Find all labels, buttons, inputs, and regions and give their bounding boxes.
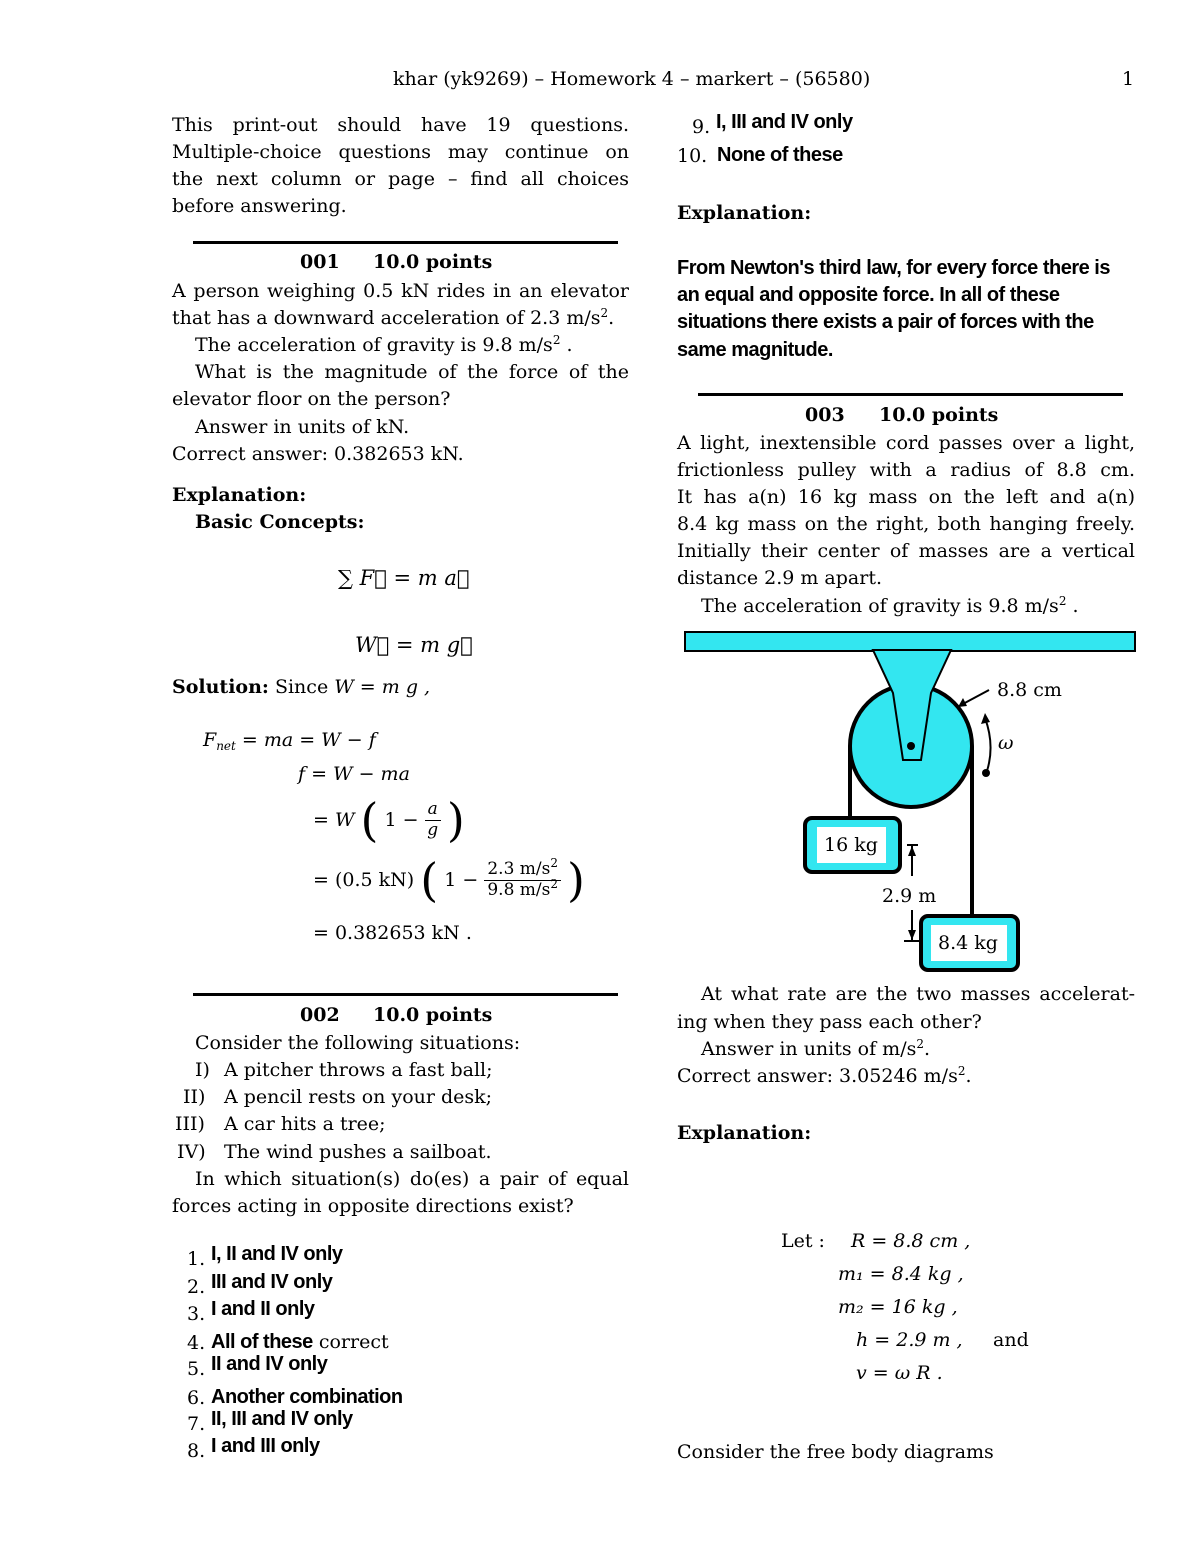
arrow-down-icon bbox=[908, 930, 916, 940]
q002-explanation: an equal and opposite force. In all of these bbox=[677, 284, 1060, 306]
explanation-label: Explanation: bbox=[677, 202, 812, 224]
situation-label: IV) bbox=[177, 1141, 206, 1163]
correct-answer: Correct answer: 3.05246 $m/s^2$. bbox=[677, 1064, 972, 1087]
q002-question: forces acting in opposite directions exist? bbox=[172, 1195, 574, 1217]
intro-line: the next column or page – find all choices bbox=[172, 168, 629, 190]
derivation-numeric: = (0.5 kN) ( 1 − $\frac{2.3 m/s^2}{9.8 m/s^2}$ ) bbox=[313, 853, 585, 907]
right-mass-label: 8.4 kg bbox=[938, 932, 998, 954]
let-label: Let : bbox=[781, 1230, 825, 1252]
question-points: 10.0 points bbox=[373, 1004, 493, 1026]
choice-option[interactable]: II, III and IV only bbox=[211, 1408, 353, 1430]
choice-number: 9. bbox=[692, 116, 711, 138]
situation-label: I) bbox=[195, 1059, 210, 1081]
q002-prompt: Consider the following situations: bbox=[195, 1032, 521, 1054]
intro-line: Multiple-choice questions may continue on bbox=[172, 141, 629, 163]
q002-explanation: same magnitude. bbox=[677, 339, 833, 361]
correct-answer: Correct answer: 0.382653 kN. bbox=[172, 443, 464, 465]
question-number: 002 bbox=[300, 1004, 340, 1026]
choice-option[interactable]: I, III and IV only bbox=[716, 111, 853, 133]
q003-text: A light, inextensible cord passes over a light, bbox=[677, 432, 1135, 454]
explanation-label: Explanation: bbox=[172, 484, 307, 506]
choice-option[interactable]: II and IV only bbox=[211, 1353, 328, 1375]
given-m1: m₁ = 8.4 kg , bbox=[838, 1263, 964, 1285]
choice-number: 6. bbox=[187, 1387, 206, 1409]
choice-number: 5. bbox=[187, 1358, 206, 1380]
situation-text: A car hits a tree; bbox=[224, 1113, 386, 1135]
q003-text: 8.4 kg mass on the right, both hanging freely. bbox=[677, 513, 1135, 535]
choice-option[interactable]: All of these correct bbox=[211, 1331, 389, 1353]
q003-text: frictionless pulley with a radius of 8.8 cm. bbox=[677, 459, 1135, 481]
q003-text: distance 2.9 m apart. bbox=[677, 567, 883, 589]
q003-closing: Consider the free body diagrams bbox=[677, 1441, 994, 1463]
q001-text: that has a downward acceleration of 2.3 $m/s^2$. bbox=[172, 306, 615, 329]
given-radius: R = 8.8 cm , bbox=[851, 1230, 971, 1252]
equation-newton: ∑ F⃗ = m a⃗ bbox=[338, 566, 470, 590]
correct-marker: correct bbox=[318, 1331, 389, 1353]
arrow-up-icon bbox=[908, 846, 916, 856]
and-word: and bbox=[993, 1329, 1029, 1351]
choice-number: 7. bbox=[187, 1413, 206, 1435]
derivation-fnet: $F_{net}$ = ma = W − f bbox=[203, 729, 376, 753]
question-number: 003 bbox=[805, 404, 845, 426]
q002-explanation: From Newton's third law, for every force there is bbox=[677, 257, 1110, 279]
choice-option[interactable]: III and IV only bbox=[211, 1271, 333, 1293]
derivation-ratio: = W ( 1 − $\frac{a}{g}$ ) bbox=[313, 793, 465, 847]
choice-number: 8. bbox=[187, 1440, 206, 1462]
pulley-axle bbox=[907, 742, 915, 750]
intro-line: This print-out should have 19 questions. bbox=[172, 114, 629, 136]
choice-option[interactable]: None of these bbox=[717, 144, 843, 166]
choice-number: 1. bbox=[187, 1248, 206, 1270]
basic-concepts-label: Basic Concepts: bbox=[195, 511, 365, 533]
solution-line: Solution: Since W = m g , bbox=[172, 676, 431, 698]
q002-question: In which situation(s) do(es) a pair of equal bbox=[195, 1168, 629, 1190]
q003-question: At what rate are the two masses accelerat- bbox=[701, 983, 1135, 1005]
choice-number: 2. bbox=[187, 1276, 206, 1298]
distance-label: 2.9 m bbox=[882, 885, 937, 907]
choice-option[interactable]: I and II only bbox=[211, 1298, 315, 1320]
q001-text: A person weighing 0.5 kN rides in an elevator bbox=[172, 280, 629, 302]
question-points: 10.0 points bbox=[879, 404, 999, 426]
question-number: 001 bbox=[300, 251, 340, 273]
page-number: 1 bbox=[1122, 68, 1135, 90]
choice-option[interactable]: Another combination bbox=[211, 1386, 403, 1408]
situation-text: A pitcher throws a fast ball; bbox=[224, 1059, 493, 1081]
choice-number: 10. bbox=[677, 145, 708, 167]
q001-text: Answer in units of kN. bbox=[195, 416, 410, 438]
choice-option[interactable]: I and III only bbox=[211, 1435, 320, 1457]
ceiling bbox=[685, 632, 1135, 651]
omega-arrow-icon bbox=[981, 713, 990, 724]
equation-weight: W⃗ = m g⃗ bbox=[355, 633, 473, 657]
q001-text: What is the magnitude of the force of the bbox=[195, 361, 629, 383]
situation-label: II) bbox=[183, 1086, 206, 1108]
q003-text: The acceleration of gravity is 9.8 $m/s^2$ . bbox=[701, 594, 1079, 617]
question-points: 10.0 points bbox=[373, 251, 493, 273]
derivation-result: = 0.382653 kN . bbox=[313, 922, 472, 944]
page-header: khar (yk9269) – Homework 4 – markert – (56580) bbox=[393, 68, 871, 90]
q003-text: Initially their center of masses are a vertical bbox=[677, 540, 1135, 562]
situation-text: The wind pushes a sailboat. bbox=[224, 1141, 492, 1163]
q001-text: The acceleration of gravity is 9.8 $m/s^2$ . bbox=[195, 333, 573, 356]
derivation-f: f = W − ma bbox=[298, 763, 410, 785]
intro-line: before answering. bbox=[172, 195, 347, 217]
q003-text: It has a(n) 16 kg mass on the left and a(n) bbox=[677, 486, 1135, 508]
given-h: h = 2.9 m , bbox=[856, 1329, 963, 1351]
choice-number: 3. bbox=[187, 1303, 206, 1325]
radius-label: 8.8 cm bbox=[997, 679, 1062, 701]
choice-option[interactable]: I, II and IV only bbox=[211, 1243, 343, 1265]
situation-label: III) bbox=[175, 1113, 205, 1135]
q003-question: ing when they pass each other? bbox=[677, 1011, 982, 1033]
q002-explanation: situations there exists a pair of forces with the bbox=[677, 311, 1094, 333]
omega-label: ω bbox=[998, 732, 1014, 754]
given-v: v = ω R . bbox=[856, 1362, 943, 1384]
situation-text: A pencil rests on your desk; bbox=[224, 1086, 493, 1108]
given-m2: m₂ = 16 kg , bbox=[838, 1296, 958, 1318]
explanation-label: Explanation: bbox=[677, 1122, 812, 1144]
left-mass-label: 16 kg bbox=[824, 834, 878, 856]
q001-text: elevator floor on the person? bbox=[172, 388, 451, 410]
q003-question: Answer in units of $m/s^2$. bbox=[701, 1037, 931, 1060]
choice-number: 4. bbox=[187, 1332, 206, 1354]
omega-arc bbox=[985, 718, 991, 771]
